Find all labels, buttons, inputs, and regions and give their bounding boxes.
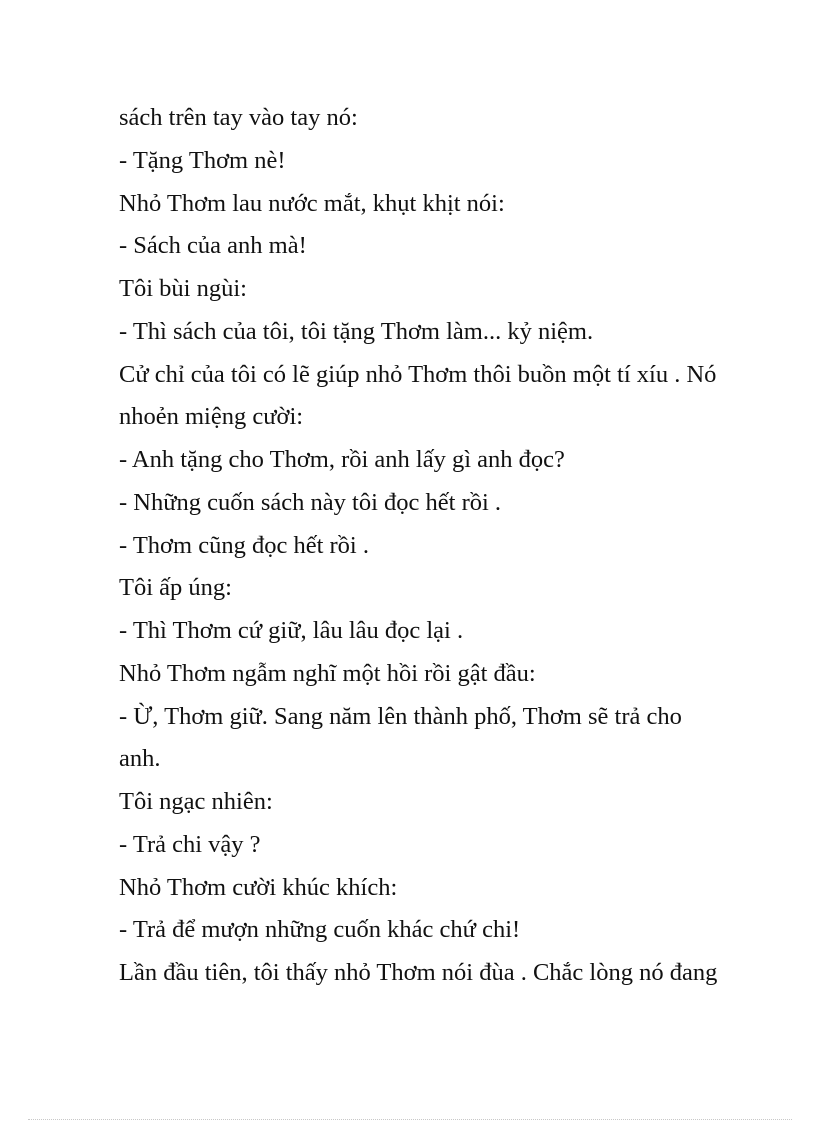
text-line: - Tặng Thơm nè! (119, 146, 286, 174)
text-line: - Trả để mượn những cuốn khác chứ chi! (119, 916, 521, 944)
text-line: - Thơm cũng đọc hết rồi . (119, 531, 369, 559)
text-line: Tôi bùi ngùi: (119, 275, 247, 302)
text-line: - Thì Thơm cứ giữ, lâu lâu đọc lại . (119, 617, 464, 644)
text-line: Nhỏ Thơm cười khúc khích: (119, 873, 398, 901)
text-line: - Anh tặng cho Thơm, rồi anh lấy gì anh đọc? (119, 446, 565, 473)
text-line: - Ừ, Thơm giữ. Sang năm lên thành phố, Thơm sẽ trả cho (119, 702, 682, 730)
page-bottom-border (28, 1119, 792, 1120)
text-line: - Sách của anh mà! (119, 232, 307, 260)
text-line: Nhỏ Thơm ngẫm nghĩ một hồi rồi gật đầu: (119, 659, 536, 687)
story-text (119, 97, 719, 995)
text-line: Nhỏ Thơm lau nước mắt, khụt khịt nói: (119, 189, 505, 217)
text-line: - Trả chi vậy ? (119, 830, 261, 858)
text-line: anh. (119, 745, 161, 773)
text-line: - Những cuốn sách này tôi đọc hết rồi . (119, 488, 502, 516)
text-line: nhoẻn miệng cười: (119, 403, 304, 431)
text-line: Lần đầu tiên, tôi thấy nhỏ Thơm nói đùa . Chắc lòng nó đang (119, 959, 718, 986)
text-line: Cử chỉ của tôi có lẽ giúp nhỏ Thơm thôi buồn một tí xíu . Nó (119, 360, 717, 388)
text-line: sách trên tay vào tay nó: (119, 104, 358, 131)
text-line: Tôi ấp úng: (119, 574, 232, 602)
text-line: Tôi ngạc nhiên: (119, 788, 273, 815)
text-line: - Thì sách của tôi, tôi tặng Thơm làm... kỷ niệm. (119, 317, 594, 345)
